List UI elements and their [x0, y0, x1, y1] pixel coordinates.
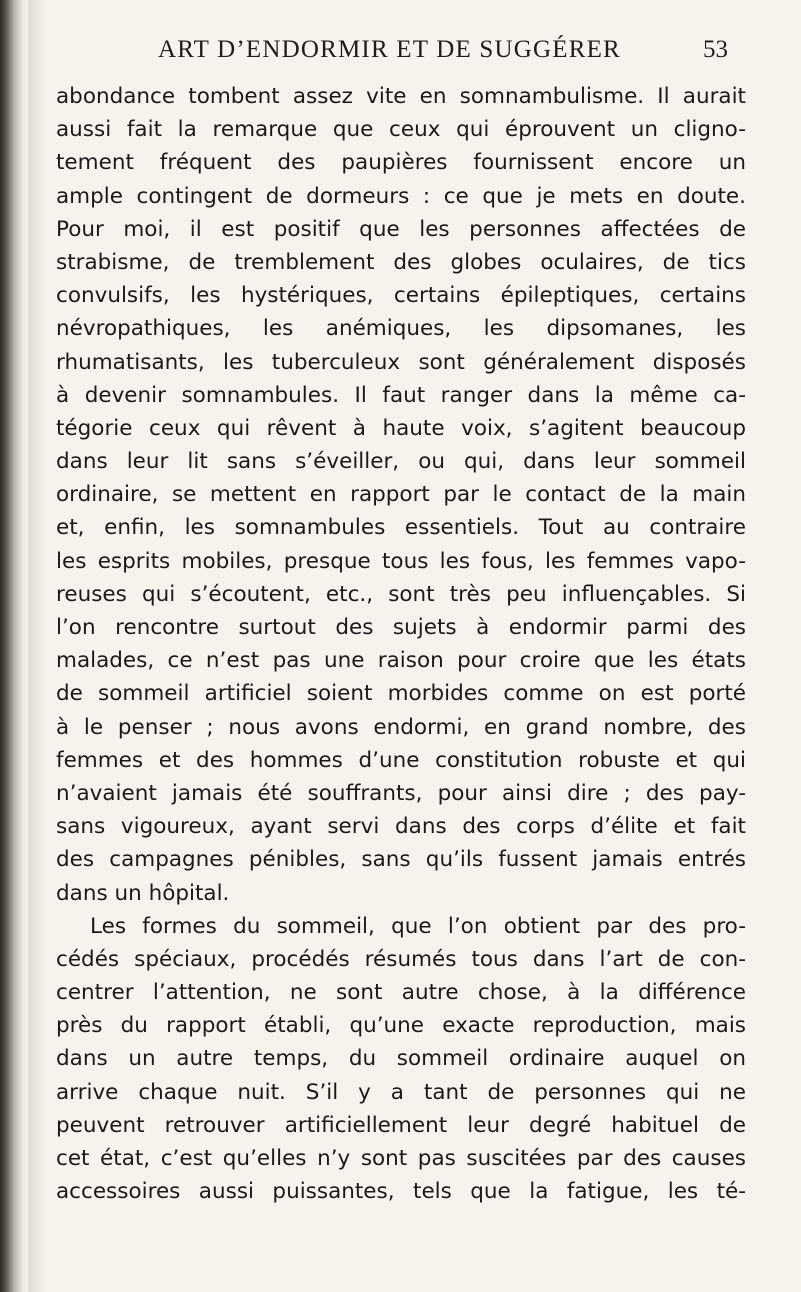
page-number: 53 — [703, 36, 728, 63]
text-line: à devenir somnambules. Il faut ranger dans la même ca- — [56, 382, 746, 408]
text-line: dans un autre temps, du sommeil ordinaire auquel on — [56, 1046, 746, 1072]
text-line: les esprits mobiles, presque tous les fous, les femmes vapo- — [56, 548, 746, 574]
text-line: sans vigoureux, ayant servi dans des corps d’élite et fait — [56, 814, 746, 840]
text-line: Pour moi, il est positif que les personnes affectées de — [56, 216, 746, 242]
text-line: ample contingent de dormeurs : ce que je mets en doute. — [56, 183, 746, 209]
paragraph-end-line: dans un hôpital. — [56, 880, 230, 906]
text-line: convulsifs, les hystériques, certains épileptiques, certains — [56, 283, 746, 309]
text-line: névropathiques, les anémiques, les dipsomanes, les — [56, 316, 746, 342]
text-line: à le penser ; nous avons endormi, en grand nombre, des — [56, 714, 746, 740]
text-line: femmes et des hommes d’une constitution robuste et qui — [56, 747, 746, 773]
text-line: abondance tombent assez vite en somnambulisme. Il aurait — [56, 84, 746, 109]
text-line: strabisme, de tremblement des globes oculaires, de tics — [56, 249, 746, 275]
text-line: de sommeil artificiel soient morbides comme on est porté — [56, 681, 746, 707]
text-line: près du rapport établi, qu’une exacte reproduction, mais — [56, 1013, 746, 1039]
text-line: arrive chaque nuit. S’il y a tant de personnes qui ne — [56, 1079, 746, 1105]
body-text — [56, 80, 746, 1208]
text-line: accessoires aussi puissantes, tels que la fatigue, les té- — [56, 1179, 746, 1205]
text-line: dans leur lit sans s’éveiller, ou qui, dans leur sommeil — [56, 449, 746, 475]
text-line: cédés spéciaux, procédés résumés tous dans l’art de con- — [56, 946, 746, 972]
text-line: peuvent retrouver artificiellement leur degré habituel de — [56, 1112, 746, 1138]
text-line: cet état, c’est qu’elles n’y sont pas suscitées par des causes — [56, 1146, 746, 1171]
text-line: des campagnes pénibles, sans qu’ils fussent jamais entrés — [56, 847, 746, 873]
binding-shadow — [28, 0, 46, 1292]
text-line: centrer l’attention, ne sont autre chose, à la différence — [56, 980, 746, 1006]
text-line: et, enfin, les somnambules essentiels. Tout au contraire — [56, 515, 746, 541]
text-line: reuses qui s’écoutent, etc., sont très peu influençables. Si — [56, 581, 746, 607]
running-head: ART D’ENDORMIR ET DE SUGGÉRER — [158, 36, 621, 63]
paragraph-start-line: Les formes du sommeil, que l’on obtient par des pro- — [90, 913, 746, 939]
text-line: l’on rencontre surtout des sujets à endormir parmi des — [56, 615, 746, 640]
text-line: malades, ce n’est pas une raison pour croire que les états — [56, 648, 746, 674]
text-line: tement fréquent des paupières fournissent encore un — [56, 150, 746, 176]
text-line: aussi fait la remarque que ceux qui éprouvent un cligno- — [56, 117, 746, 143]
text-line: rhumatisants, les tuberculeux sont généralement disposés — [56, 349, 746, 375]
text-line: ordinaire, se mettent en rapport par le contact de la main — [56, 482, 746, 508]
text-line: n’avaient jamais été souffrants, pour ainsi dire ; des pay- — [56, 780, 746, 806]
book-binding-edge — [0, 0, 28, 1292]
page-header — [0, 36, 801, 76]
text-line: tégorie ceux qui rêvent à haute voix, s’agitent beaucoup — [56, 415, 746, 441]
